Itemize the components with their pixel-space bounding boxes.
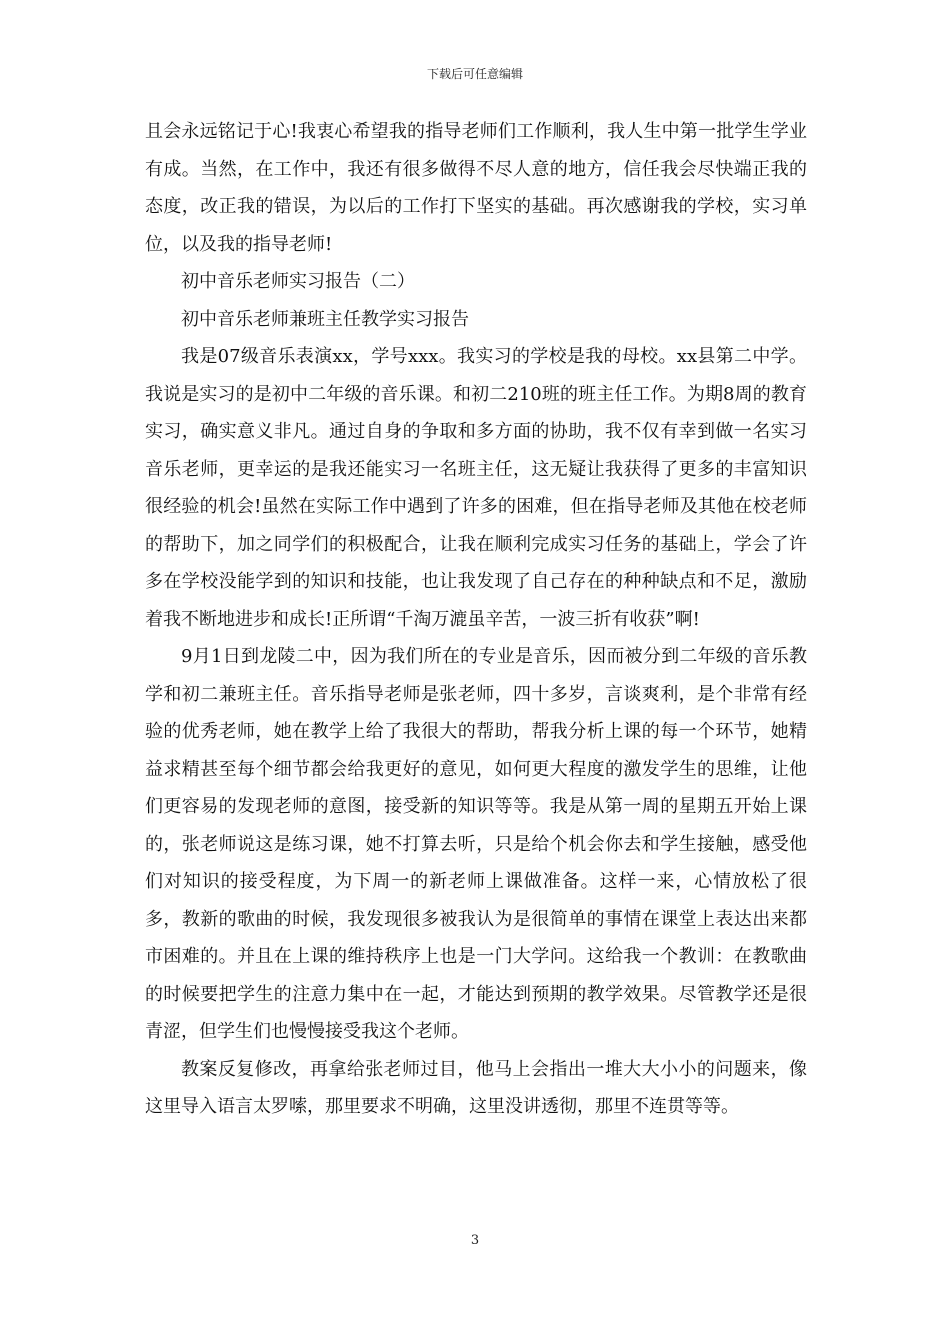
paragraph-introduction: 我是07级音乐表演xx，学号xxx。我实习的学校是我的母校。xx县第二中学。我说是实习的是初中二年级的音乐课。和初二210班的班主任工作。为期8周的教育实习，确实意义非凡。通过自身的争取和多方面的协助，我不仅有幸到做一名实习音乐老师，更幸运的是我还能实习一名班主任，这无疑让我获得了更多的丰富知识很经验的机会!虽然在实际工作中遇到了许多的困难，但在指导老师及其他在校老师的帮助下，加之同学们的积极配合，让我在顺利完成实习任务的基础上，学会了许多在学校没能学到的知识和技能，也让我发现了自己存在的种种缺点和不足，激励着我不断地进步和成长!正所谓“千淘万漉虽辛苦，一波三折有收获”啊!	[145, 346, 807, 630]
page-number: 3	[470, 1233, 480, 1248]
document-body	[145, 113, 807, 1126]
report-subtitle: 初中音乐老师兼班主任教学实习报告	[181, 308, 469, 330]
paragraph-lesson-plans: 教案反复修改，再拿给张老师过目，他马上会指出一堆大大小小的问题来，像这里导入语言太罗嗦，那里要求不明确，这里没讲透彻，那里不连贯等等。	[145, 1058, 807, 1117]
page-header-note: 下载后可任意编辑	[426, 67, 523, 81]
paragraph-continuation: 且会永远铭记于心!我衷心希望我的指导老师们工作顺利，我人生中第一批学生学业有成。当然，在工作中，我还有很多做得不尽人意的地方，信任我会尽快端正我的态度，改正我的错误，为以后的工作打下坚实的基础。再次感谢我的学校，实习单位，以及我的指导老师!	[145, 121, 807, 255]
report-title: 初中音乐老师实习报告（二）	[181, 271, 415, 292]
paragraph-teaching-experience: 9月1日到龙陵二中，因为我们所在的专业是音乐，因而被分到二年级的音乐教学和初二兼班主任。音乐指导老师是张老师，四十多岁，言谈爽利，是个非常有经验的优秀老师，她在教学上给了我很大的帮助，帮我分析上课的每一个环节，她精益求精甚至每个细节都会给我更好的意见，如何更大程度的激发学生的思维，让他们更容易的发现老师的意图，接受新的知识等等。我是从第一周的星期五开始上课的，张老师说这是练习课，她不打算去听，只是给个机会你去和学生接触，感受他们对知识的接受程度，为下周一的新老师上课做准备。这样一来，心情放松了很多，教新的歌曲的时候，我发现很多被我认为是很简单的事情在课堂上表达出来都市困难的。并且在上课的维持秩序上也是一门大学问。这给我一个教训：在教歌曲的时候要把学生的注意力集中在一起，才能达到预期的教学效果。尽管教学还是很青涩，但学生们也慢慢接受我这个老师。	[145, 646, 807, 1042]
